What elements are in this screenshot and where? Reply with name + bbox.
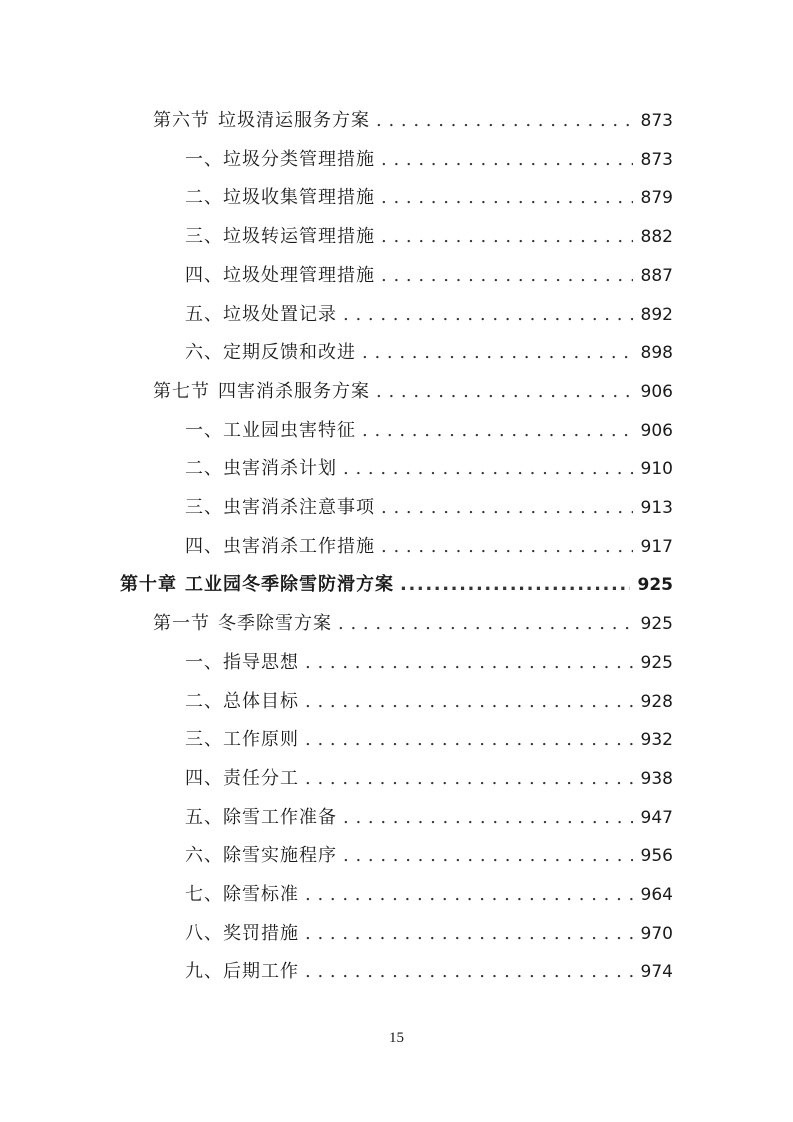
toc-entry-title	[185, 683, 299, 721]
toc-entry-text: 垃圾处理管理措施	[223, 264, 375, 286]
toc-entry[interactable]	[185, 334, 673, 372]
toc-entry-page: 938	[640, 768, 673, 789]
toc-entry-title	[185, 876, 299, 914]
toc-entry[interactable]	[153, 373, 673, 411]
toc-dot-leader	[305, 953, 633, 991]
toc-entry-page: 887	[640, 265, 673, 286]
toc-entry-text: 垃圾清运服务方案	[218, 110, 370, 131]
toc-entry-title	[185, 760, 299, 798]
toc-entry-number: 四、	[185, 767, 223, 789]
toc-entry[interactable]	[185, 683, 673, 721]
toc-entry-text: 垃圾处置记录	[223, 303, 337, 325]
toc-entry-number: 三、	[185, 497, 223, 518]
toc-dot-leader	[362, 334, 633, 372]
toc-entry-title	[185, 528, 375, 566]
toc-entry-number: 二、	[185, 690, 223, 712]
toc-entry-title	[153, 102, 370, 140]
toc-entry-text: 垃圾收集管理措施	[223, 187, 375, 209]
toc-entry-text: 垃圾分类管理措施	[223, 148, 375, 170]
toc-dot-leader	[343, 296, 633, 334]
toc-entry[interactable]	[153, 605, 673, 643]
toc-entry-title	[185, 644, 299, 682]
toc-entry-title	[185, 799, 337, 837]
toc-entry[interactable]	[185, 489, 673, 527]
toc-entry-text: 责任分工	[223, 767, 299, 789]
toc-entry[interactable]	[185, 450, 673, 488]
toc-entry[interactable]	[185, 257, 673, 295]
toc-entry-text: 工作原则	[223, 729, 299, 751]
toc-entry[interactable]	[185, 915, 673, 953]
toc-entry[interactable]	[120, 566, 673, 604]
toc-entry-number: 一、	[185, 419, 223, 441]
toc-entry-number: 三、	[185, 226, 223, 248]
toc-dot-leader	[343, 450, 633, 488]
toc-entry-page: 873	[640, 149, 673, 170]
toc-entry-number: 第十章	[120, 574, 177, 596]
toc-entry-number: 四、	[185, 264, 223, 286]
toc-entry-text: 总体目标	[223, 690, 299, 712]
toc-entry-number: 第七节	[153, 380, 210, 402]
toc-entry-title	[185, 141, 375, 179]
toc-entry-title	[185, 450, 337, 488]
toc-entry[interactable]	[185, 799, 673, 837]
toc-entry-page: 925	[640, 652, 673, 673]
toc-entry-page: 947	[640, 807, 673, 828]
toc-entry-page: 913	[640, 498, 673, 518]
toc-entry-page: 932	[640, 730, 673, 751]
toc-entry-title	[185, 296, 337, 334]
toc-entry-text: 除雪工作准备	[223, 806, 337, 828]
page-number: 15	[389, 1030, 404, 1046]
toc-entry-number: 一、	[185, 651, 223, 673]
toc-entry[interactable]	[185, 953, 673, 991]
toc-dot-leader	[305, 915, 633, 953]
toc-dot-leader	[381, 489, 633, 527]
toc-entry-page: 882	[640, 227, 673, 248]
toc-dot-leader	[400, 566, 630, 604]
toc-entry-page: 925	[640, 614, 673, 635]
toc-entry-title	[185, 489, 375, 527]
toc-entry-number: 三、	[185, 729, 223, 751]
toc-entry-text: 奖罚措施	[223, 922, 299, 944]
toc-entry-title	[185, 218, 375, 256]
toc-entry-text: 工业园虫害特征	[223, 419, 356, 441]
toc-entry[interactable]	[153, 102, 673, 140]
toc-entry-text: 冬季除雪方案	[218, 613, 332, 635]
toc-entry-title	[153, 373, 370, 411]
toc-entry-number: 一、	[185, 148, 223, 170]
toc-entry-page: 879	[640, 188, 673, 209]
toc-entry-number: 四、	[185, 535, 223, 557]
toc-dot-leader	[305, 876, 633, 914]
toc-entry-page: 917	[640, 536, 673, 557]
toc-entry-page: 892	[640, 304, 673, 325]
toc-entry[interactable]	[185, 179, 673, 217]
toc-entry-title	[185, 179, 375, 217]
toc-entry[interactable]	[185, 412, 673, 450]
toc-entry-title	[185, 721, 299, 759]
toc-entry[interactable]	[185, 644, 673, 682]
toc-entry-title	[120, 566, 394, 604]
toc-entry-text: 定期反馈和改进	[223, 342, 356, 364]
toc-entry-number: 六、	[185, 342, 223, 364]
toc-entry-page: 928	[640, 691, 673, 712]
toc-entry-page: 925	[637, 575, 673, 596]
toc-entry-number: 六、	[185, 845, 223, 867]
toc-dot-leader	[381, 141, 633, 179]
toc-entry-page: 906	[640, 420, 673, 441]
toc-entry[interactable]	[185, 218, 673, 256]
toc-entry-title	[185, 257, 375, 295]
toc-dot-leader	[381, 218, 633, 256]
toc-entry-number: 二、	[185, 458, 223, 480]
toc-entry-number: 第六节	[153, 110, 210, 131]
toc-entry-title	[185, 915, 299, 953]
toc-dot-leader	[338, 605, 633, 643]
toc-dot-leader	[305, 683, 633, 721]
toc-entry-page: 873	[640, 111, 673, 131]
toc-dot-leader	[381, 179, 633, 217]
toc-entry-number: 五、	[185, 806, 223, 828]
toc-entry-title	[185, 837, 337, 875]
toc-entry[interactable]	[185, 760, 673, 798]
toc-entry-page: 898	[640, 343, 673, 364]
toc-entry-page: 956	[640, 846, 673, 867]
toc-dot-leader	[305, 644, 633, 682]
toc-entry-text: 垃圾转运管理措施	[223, 226, 375, 248]
toc-entry[interactable]	[185, 141, 673, 179]
toc-dot-leader	[343, 837, 633, 875]
toc-entry-page: 970	[640, 923, 673, 944]
toc-entry-number: 二、	[185, 187, 223, 209]
toc-dot-leader	[376, 373, 633, 411]
toc-entry[interactable]	[185, 876, 673, 914]
toc-entry-title	[153, 605, 332, 643]
toc-entry-number: 七、	[185, 884, 223, 905]
toc-entry-text: 除雪标准	[223, 884, 299, 905]
toc-entry-page: 974	[640, 962, 673, 983]
toc-entry-page: 906	[640, 381, 673, 402]
toc-entry-number: 五、	[185, 303, 223, 325]
toc-dot-leader	[343, 799, 633, 837]
toc-entry-text: 工业园冬季除雪防滑方案	[185, 574, 394, 596]
toc-entry[interactable]	[185, 837, 673, 875]
toc-entry[interactable]	[185, 528, 673, 566]
toc-entry-text: 虫害消杀计划	[223, 458, 337, 480]
toc-dot-leader	[381, 528, 633, 566]
toc-entry-title	[185, 953, 299, 991]
toc-entry-page: 910	[640, 459, 673, 480]
toc-entry-number: 第一节	[153, 613, 210, 635]
toc-entry[interactable]	[185, 721, 673, 759]
toc-entry[interactable]	[185, 296, 673, 334]
toc-dot-leader	[305, 760, 633, 798]
toc-entry-text: 虫害消杀工作措施	[223, 535, 375, 557]
toc-entry-title	[185, 412, 356, 450]
toc-entry-page: 964	[640, 885, 673, 905]
toc-entry-text: 四害消杀服务方案	[218, 380, 370, 402]
toc-dot-leader	[305, 721, 633, 759]
toc-dot-leader	[376, 102, 633, 140]
toc-entry-text: 后期工作	[223, 961, 299, 983]
toc-entry-text: 虫害消杀注意事项	[223, 497, 375, 518]
toc-entry-text: 指导思想	[223, 651, 299, 673]
toc-entry-number: 八、	[185, 922, 223, 944]
toc-entry-title	[185, 334, 356, 372]
toc-entry-text: 除雪实施程序	[223, 845, 337, 867]
toc-entry-number: 九、	[185, 961, 223, 983]
toc-dot-leader	[381, 257, 633, 295]
toc-dot-leader	[362, 412, 633, 450]
